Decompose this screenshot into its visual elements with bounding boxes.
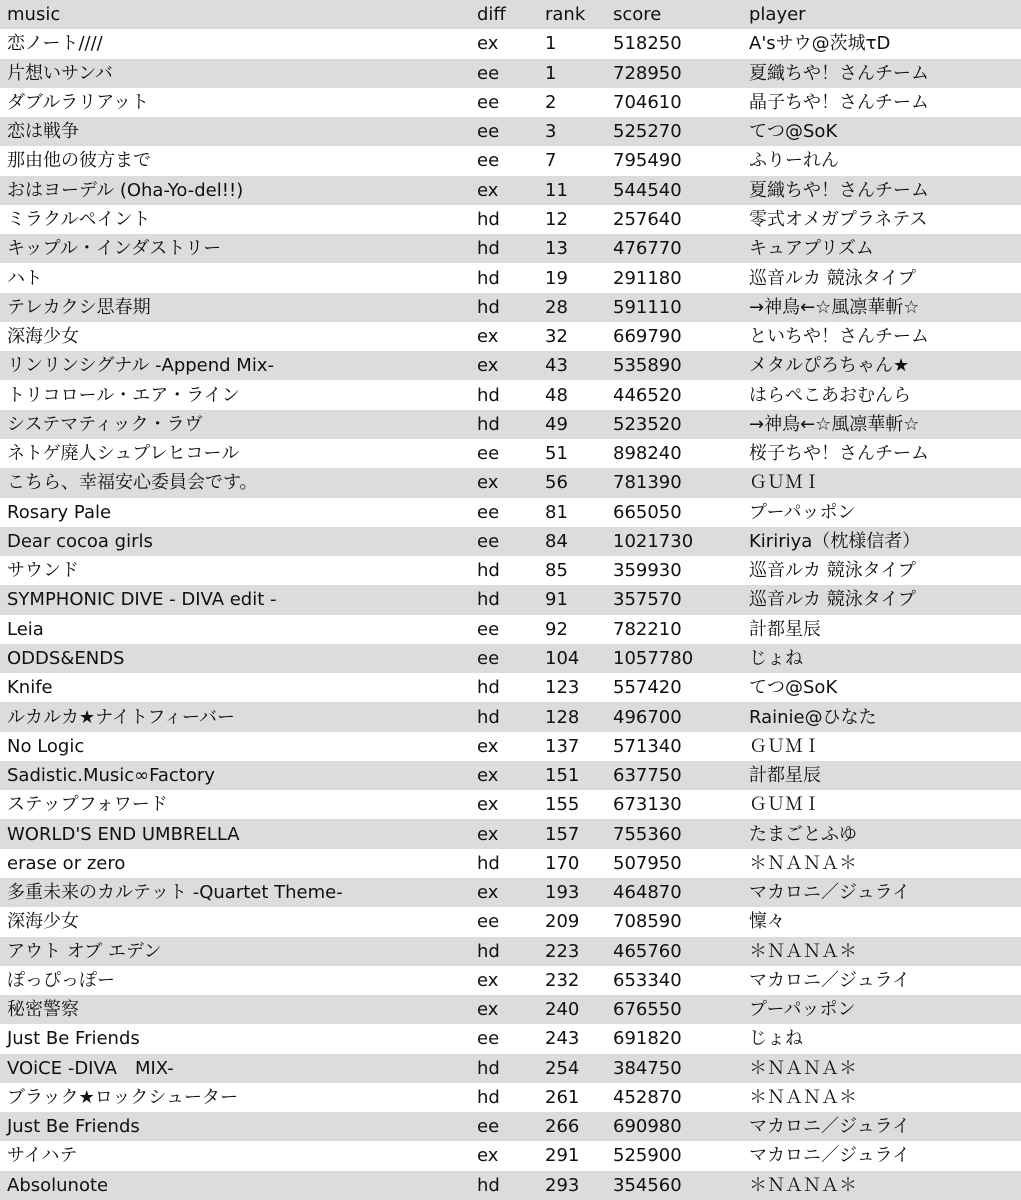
table-row	[0, 790, 1021, 819]
cell-diff: ee	[477, 1116, 500, 1138]
cell-score: 557420	[613, 677, 682, 699]
cell-rank: 32	[545, 326, 568, 348]
table-row	[0, 966, 1021, 995]
table-row	[0, 673, 1021, 702]
cell-music: キップル・インダストリー	[7, 238, 222, 260]
table-row	[0, 907, 1021, 936]
cell-score: 782210	[613, 618, 682, 640]
cell-music: ダブルラリアット	[7, 91, 150, 113]
cell-score: 728950	[613, 62, 682, 84]
cell-diff: ex	[477, 999, 499, 1021]
table-row	[0, 527, 1021, 556]
cell-score: 291180	[613, 267, 682, 289]
cell-music: 秘密警察	[7, 999, 79, 1021]
cell-score: 357570	[613, 589, 682, 611]
cell-player: Kiririya（枕様信者）	[749, 530, 921, 552]
cell-music: Absolunote	[7, 1174, 109, 1196]
cell-diff: hd	[477, 384, 500, 406]
table-row	[0, 995, 1021, 1024]
cell-rank: 19	[545, 267, 568, 289]
cell-score: 464870	[613, 882, 682, 904]
table-row	[0, 59, 1021, 88]
cell-player: 計都星辰	[749, 765, 821, 787]
cell-player: てつ@SoK	[749, 677, 838, 699]
cell-diff: hd	[477, 267, 500, 289]
cell-player: →神鳥←☆風凛華斬☆	[749, 296, 920, 318]
table-row	[0, 410, 1021, 439]
table-row	[0, 380, 1021, 409]
cell-player: ＊ＮＡＮＡ＊	[749, 1086, 857, 1108]
cell-player: ＊ＮＡＮＡ＊	[749, 1174, 857, 1196]
table-row	[0, 293, 1021, 322]
table-row	[0, 468, 1021, 497]
cell-score: 669790	[613, 326, 682, 348]
cell-rank: 155	[545, 794, 580, 816]
cell-rank: 43	[545, 355, 568, 377]
cell-player: マカロニ／ジュライ	[749, 969, 911, 991]
cell-diff: ex	[477, 735, 499, 757]
cell-music: Dear cocoa girls	[7, 530, 153, 552]
cell-player: はらぺこあおむんら	[749, 384, 911, 406]
cell-rank: 157	[545, 823, 580, 845]
cell-diff: hd	[477, 852, 500, 874]
table-row	[0, 88, 1021, 117]
table-row	[0, 234, 1021, 263]
cell-rank: 2	[545, 91, 557, 113]
cell-score: 1021730	[613, 530, 694, 552]
cell-score: 571340	[613, 735, 682, 757]
cell-music: 深海少女	[7, 911, 79, 933]
cell-score: 544540	[613, 179, 682, 201]
cell-score: 476770	[613, 238, 682, 260]
cell-player: ＧＵＭＩ	[749, 794, 821, 816]
table-row	[0, 1054, 1021, 1083]
cell-rank: 151	[545, 765, 580, 787]
cell-music: 那由他の彼方まで	[7, 150, 151, 172]
cell-diff: ee	[477, 501, 500, 523]
cell-score: 523520	[613, 413, 682, 435]
cell-rank: 209	[545, 911, 580, 933]
cell-player: 巡音ルカ 競泳タイプ	[749, 267, 916, 289]
cell-player: たまごとふゆ	[749, 823, 857, 845]
table-row	[0, 1083, 1021, 1112]
cell-music: 片想いサンバ	[7, 62, 113, 84]
cell-player: といちや！さんチーム	[749, 326, 929, 348]
cell-music: erase or zero	[7, 852, 126, 874]
cell-diff: ee	[477, 1028, 500, 1050]
cell-score: 591110	[613, 296, 682, 318]
table-row	[0, 615, 1021, 644]
cell-rank: 49	[545, 413, 568, 435]
table-row	[0, 117, 1021, 146]
cell-score: 535890	[613, 355, 682, 377]
cell-score: 781390	[613, 472, 682, 494]
cell-score: 691820	[613, 1028, 682, 1050]
cell-player: プーパッポン	[749, 999, 856, 1021]
table-row	[0, 702, 1021, 731]
cell-player: マカロニ／ジュライ	[749, 882, 911, 904]
cell-player: じょね	[749, 647, 803, 669]
cell-player: ＊ＮＡＮＡ＊	[749, 940, 857, 962]
cell-player: キュアプリズム	[749, 238, 874, 260]
cell-diff: ex	[477, 355, 499, 377]
cell-rank: 266	[545, 1116, 580, 1138]
cell-rank: 13	[545, 238, 568, 260]
cell-diff: hd	[477, 589, 500, 611]
cell-diff: hd	[477, 1057, 500, 1079]
table-row	[0, 351, 1021, 380]
cell-rank: 128	[545, 706, 580, 728]
cell-music: No Logic	[7, 735, 85, 757]
cell-diff: ex	[477, 472, 499, 494]
table-row	[0, 732, 1021, 761]
cell-rank: 81	[545, 501, 568, 523]
cell-music: Just Be Friends	[7, 1116, 140, 1138]
cell-rank: 85	[545, 560, 568, 582]
cell-player: マカロニ／ジュライ	[749, 1145, 911, 1167]
cell-music: こちら、幸福安心委員会です。	[7, 472, 258, 494]
table-row	[0, 644, 1021, 673]
cell-rank: 91	[545, 589, 568, 611]
table-row	[0, 439, 1021, 468]
cell-rank: 243	[545, 1028, 580, 1050]
table-row	[0, 937, 1021, 966]
table-row	[0, 849, 1021, 878]
cell-player: 夏織ちや！さんチーム	[749, 62, 929, 84]
cell-score: 359930	[613, 560, 682, 582]
cell-music: サウンド	[7, 560, 79, 582]
cell-player: マカロニ／ジュライ	[749, 1116, 911, 1138]
cell-score: 653340	[613, 969, 682, 991]
column-header-diff: diff	[477, 4, 506, 26]
cell-diff: ee	[477, 91, 500, 113]
cell-diff: ee	[477, 443, 500, 465]
cell-rank: 92	[545, 618, 568, 640]
cell-diff: ex	[477, 765, 499, 787]
cell-music: おはヨーデル (Oha-Yo-del!!)	[7, 179, 244, 201]
cell-diff: ee	[477, 121, 500, 143]
cell-player: てつ@SoK	[749, 121, 838, 143]
cell-music: ミラクルペイント	[7, 208, 151, 230]
cell-score: 518250	[613, 33, 682, 55]
table-row	[0, 761, 1021, 790]
cell-diff: ex	[477, 33, 499, 55]
cell-diff: ex	[477, 882, 499, 904]
cell-rank: 232	[545, 969, 580, 991]
cell-rank: 123	[545, 677, 580, 699]
cell-diff: ee	[477, 150, 500, 172]
cell-score: 673130	[613, 794, 682, 816]
table-row	[0, 263, 1021, 292]
cell-rank: 51	[545, 443, 568, 465]
cell-music: ブラック★ロックシューター	[7, 1086, 239, 1108]
table-row	[0, 1024, 1021, 1053]
cell-music: リンリンシグナル -Append Mix-	[7, 355, 274, 377]
cell-music: 多重未来のカルテット -Quartet Theme-	[7, 882, 343, 904]
cell-player: A'sサウ@茨城τD	[749, 33, 891, 55]
cell-diff: hd	[477, 238, 500, 260]
table-body	[0, 29, 1021, 1200]
cell-music: システマティック・ラヴ	[7, 413, 203, 435]
cell-score: 354560	[613, 1174, 682, 1196]
cell-diff: hd	[477, 208, 500, 230]
cell-music: テレカクシ思春期	[7, 296, 151, 318]
table-row	[0, 1141, 1021, 1170]
cell-music: Knife	[7, 677, 53, 699]
cell-diff: ex	[477, 969, 499, 991]
cell-rank: 3	[545, 121, 557, 143]
cell-score: 665050	[613, 501, 682, 523]
table-row	[0, 1112, 1021, 1141]
column-header-score: score	[613, 4, 662, 26]
cell-score: 755360	[613, 823, 682, 845]
cell-player: 晶子ちや！さんチーム	[749, 91, 929, 113]
cell-rank: 28	[545, 296, 568, 318]
cell-score: 708590	[613, 911, 682, 933]
table-row	[0, 205, 1021, 234]
cell-rank: 48	[545, 384, 568, 406]
cell-rank: 223	[545, 940, 580, 962]
cell-diff: hd	[477, 677, 500, 699]
cell-diff: ee	[477, 911, 500, 933]
cell-diff: ee	[477, 530, 500, 552]
cell-score: 690980	[613, 1116, 682, 1138]
cell-rank: 291	[545, 1145, 580, 1167]
cell-music: ODDS&ENDS	[7, 647, 125, 669]
cell-music: 恋ノート////	[7, 33, 103, 55]
cell-diff: hd	[477, 296, 500, 318]
cell-diff: ee	[477, 62, 500, 84]
cell-music: WORLD'S END UMBRELLA	[7, 823, 240, 845]
cell-player: 計都星辰	[749, 618, 821, 640]
column-header-rank: rank	[545, 4, 586, 26]
cell-player: 桜子ちや！さんチーム	[749, 443, 929, 465]
cell-rank: 104	[545, 647, 580, 669]
cell-diff: hd	[477, 706, 500, 728]
cell-music: サイハテ	[7, 1145, 78, 1167]
table-row	[0, 29, 1021, 58]
cell-music: アウト オブ エデン	[7, 940, 162, 962]
cell-score: 507950	[613, 852, 682, 874]
table-row	[0, 176, 1021, 205]
cell-music: Just Be Friends	[7, 1028, 140, 1050]
cell-score: 452870	[613, 1086, 682, 1108]
cell-diff: ex	[477, 794, 499, 816]
cell-rank: 1	[545, 33, 557, 55]
cell-diff: hd	[477, 560, 500, 582]
cell-music: VOiCE -DIVA MIX-	[7, 1057, 174, 1079]
cell-music: ハト	[7, 267, 43, 289]
cell-music: 深海少女	[7, 326, 79, 348]
cell-diff: ex	[477, 326, 499, 348]
table-row	[0, 146, 1021, 175]
cell-player: ＧＵＭＩ	[749, 472, 821, 494]
column-header-music: music	[7, 4, 61, 26]
table-row	[0, 878, 1021, 907]
cell-rank: 137	[545, 735, 580, 757]
cell-player: ＊ＮＡＮＡ＊	[749, 1057, 857, 1079]
cell-rank: 84	[545, 530, 568, 552]
cell-player: 零式オメガプラネテス	[749, 208, 928, 230]
cell-rank: 254	[545, 1057, 580, 1079]
cell-player: ＊ＮＡＮＡ＊	[749, 852, 857, 874]
cell-player: 夏織ちや！さんチーム	[749, 179, 929, 201]
cell-diff: ex	[477, 1145, 499, 1167]
cell-music: ぽっぴっぽー	[7, 969, 115, 991]
cell-diff: ex	[477, 179, 499, 201]
cell-player: ふりーれん	[749, 150, 839, 172]
table-row	[0, 498, 1021, 527]
column-header-player: player	[749, 4, 806, 26]
cell-score: 525900	[613, 1145, 682, 1167]
cell-diff: hd	[477, 413, 500, 435]
cell-score: 637750	[613, 765, 682, 787]
cell-rank: 293	[545, 1174, 580, 1196]
cell-score: 898240	[613, 443, 682, 465]
cell-player: 懍々	[749, 911, 785, 933]
cell-diff: hd	[477, 940, 500, 962]
cell-score: 704610	[613, 91, 682, 113]
cell-player: Rainie@ひなた	[749, 706, 877, 728]
cell-music: Rosary Pale	[7, 501, 112, 523]
cell-player: プーパッポン	[749, 501, 856, 523]
cell-rank: 170	[545, 852, 580, 874]
cell-diff: hd	[477, 1086, 500, 1108]
cell-player: ＧＵＭＩ	[749, 735, 821, 757]
cell-rank: 7	[545, 150, 557, 172]
table-row	[0, 585, 1021, 614]
cell-music: ステップフォワード	[7, 794, 168, 816]
cell-score: 496700	[613, 706, 682, 728]
cell-music: SYMPHONIC DIVE - DIVA edit -	[7, 589, 277, 611]
cell-music: トリコロール・エア・ライン	[7, 384, 240, 406]
cell-music: ネトゲ廃人シュプレヒコール	[7, 443, 240, 465]
table-row	[0, 322, 1021, 351]
cell-score: 446520	[613, 384, 682, 406]
cell-music: 恋は戦争	[7, 121, 79, 143]
cell-rank: 1	[545, 62, 557, 84]
cell-diff: hd	[477, 1174, 500, 1196]
cell-score: 465760	[613, 940, 682, 962]
cell-score: 676550	[613, 999, 682, 1021]
cell-score: 384750	[613, 1057, 682, 1079]
cell-rank: 11	[545, 179, 568, 201]
cell-diff: ee	[477, 647, 500, 669]
table-row	[0, 556, 1021, 585]
cell-score: 1057780	[613, 647, 694, 669]
cell-score: 525270	[613, 121, 682, 143]
cell-score: 795490	[613, 150, 682, 172]
cell-player: →神鳥←☆風凛華斬☆	[749, 413, 920, 435]
cell-diff: ex	[477, 823, 499, 845]
cell-rank: 193	[545, 882, 580, 904]
cell-rank: 240	[545, 999, 580, 1021]
cell-rank: 12	[545, 208, 568, 230]
table-row	[0, 1171, 1021, 1200]
table-header-row	[0, 0, 1021, 29]
cell-player: 巡音ルカ 競泳タイプ	[749, 589, 916, 611]
cell-score: 257640	[613, 208, 682, 230]
cell-rank: 261	[545, 1086, 580, 1108]
cell-music: ルカルカ★ナイトフィーバー	[7, 706, 235, 728]
cell-music: Leia	[7, 618, 44, 640]
cell-diff: ee	[477, 618, 500, 640]
cell-rank: 56	[545, 472, 568, 494]
cell-music: Sadistic.Music∞Factory	[7, 765, 215, 787]
table-row	[0, 819, 1021, 848]
cell-player: じょね	[749, 1028, 803, 1050]
cell-player: メタルぴろちゃん★	[749, 355, 910, 377]
cell-player: 巡音ルカ 競泳タイプ	[749, 560, 916, 582]
